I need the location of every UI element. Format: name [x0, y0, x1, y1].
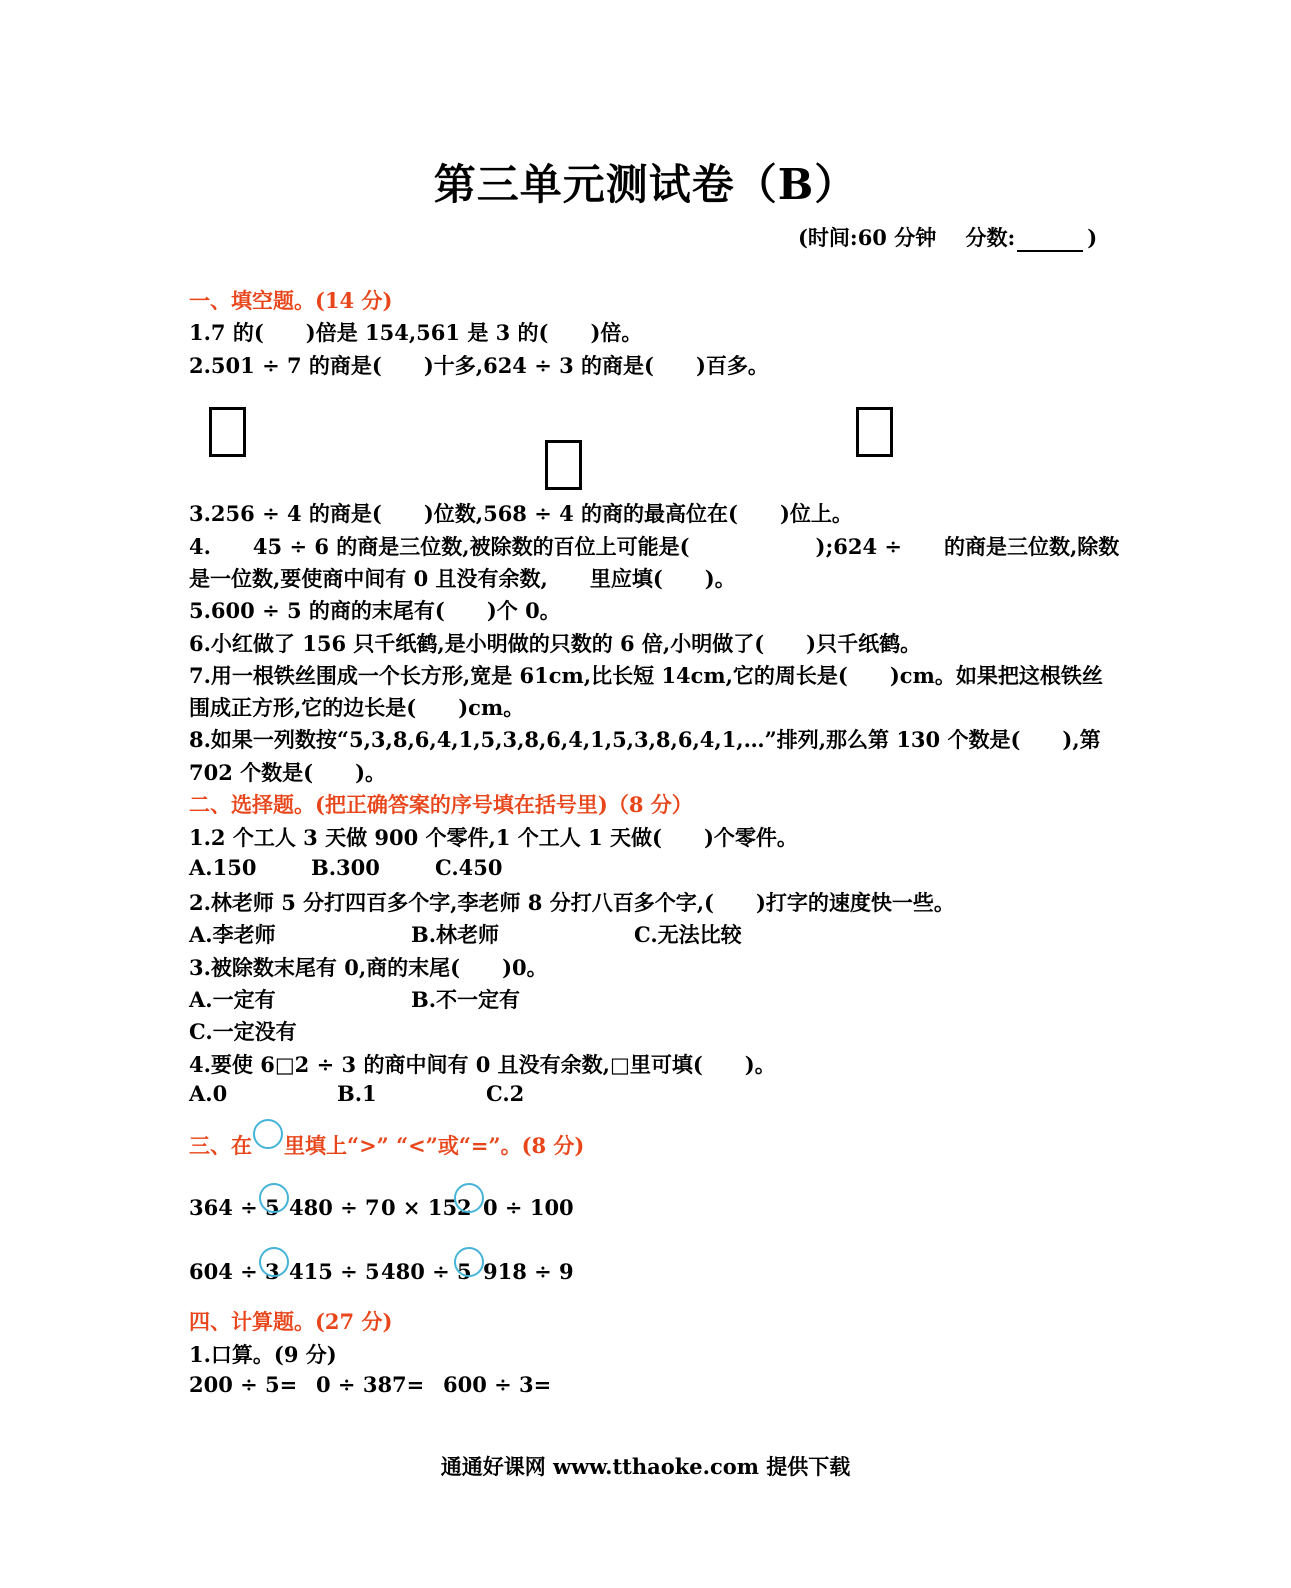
compare-circle-1[interactable] [259, 1183, 289, 1213]
fill-q8-line1: 8.如果一列数按“5,3,8,6,4,1,5,3,8,6,4,1,5,3,8,6,4,1,…”排列,那么第 130 个数是( ),第 [189, 727, 1101, 752]
heading-circle-icon [253, 1119, 283, 1149]
calc-sub1-heading: 1.口算。(9 分) [189, 1342, 337, 1367]
meta-close: ) [1087, 225, 1098, 250]
choice-q2: 2.林老师 5 分打四百多个字,李老师 8 分打八百多个字,( )打字的速度快一些。 [189, 890, 955, 915]
score-label: 分数: [965, 225, 1016, 250]
compare-circle-3[interactable] [259, 1247, 289, 1277]
fill-q7-line1: 7.用一根铁丝围成一个长方形,宽是 61cm,比长短 14cm,它的周长是( )cm。如果把这根铁丝 [189, 663, 1103, 688]
compare-heading-pre: 三、在 [189, 1133, 252, 1158]
empty-box-1 [209, 407, 246, 457]
fill-q6: 6.小红做了 156 只千纸鹤,是小明做的只数的 6 倍,小明做了( )只千纸鹤。 [189, 631, 922, 656]
compare-r2b-left: 480 ÷ 5 [381, 1259, 472, 1284]
section-fill-heading: 一、填空题。(14 分) [189, 288, 393, 313]
fill-q4-line1: 4. 45 ÷ 6 的商是三位数,被除数的百位上可能是( );624 ÷ 的商是三位数,除数 [189, 534, 1120, 559]
compare-r2a-right: 415 ÷ 5 [289, 1259, 380, 1284]
fill-q3: 3.256 ÷ 4 的商是( )位数,568 ÷ 4 的商的最高位在( )位上。 [189, 501, 853, 526]
compare-circle-4[interactable] [454, 1247, 484, 1277]
choice-q4-option-a: A.0 [189, 1081, 228, 1106]
fill-q2: 2.501 ÷ 7 的商是( )十多,624 ÷ 3 的商是( )百多。 [189, 353, 769, 378]
compare-r1b-left: 0 × 152 [381, 1195, 472, 1220]
compare-circle-2[interactable] [454, 1183, 484, 1213]
compare-heading-post: 里填上“>” “<”或“=”。(8 分) [284, 1133, 585, 1158]
time-label: (时间:60 分钟 [798, 225, 937, 250]
choice-q2-option-a: A.李老师 [189, 922, 276, 947]
fill-q7-line2: 围成正方形,它的边长是( )cm。 [189, 695, 525, 720]
choice-q3-option-a: A.一定有 [189, 987, 276, 1012]
footer-source: 通通好课网 www.tthaoke.com 提供下载 [440, 1454, 851, 1479]
choice-q3: 3.被除数末尾有 0,商的末尾( )0。 [189, 955, 548, 980]
fill-q4-line2: 是一位数,要使商中间有 0 且没有余数, 里应填( )。 [189, 566, 736, 591]
compare-r2a-left: 604 ÷ 3 [189, 1259, 280, 1284]
choice-q1-option-b: B.300 [311, 855, 380, 880]
fill-q1: 1.7 的( )倍是 154,561 是 3 的( )倍。 [189, 320, 643, 345]
choice-q2-option-b: B.林老师 [411, 922, 500, 947]
choice-q1-option-c: C.450 [435, 855, 503, 880]
page-title: 第三单元测试卷（B） [433, 160, 858, 209]
choice-q3-option-c: C.一定没有 [189, 1019, 297, 1044]
empty-box-2 [545, 440, 582, 490]
calc-item-3: 600 ÷ 3= [443, 1372, 552, 1397]
fill-q5: 5.600 ÷ 5 的商的末尾有( )个 0。 [189, 598, 561, 623]
calc-item-1: 200 ÷ 5= [189, 1372, 298, 1397]
choice-q1-option-a: A.150 [189, 855, 257, 880]
exam-meta [798, 222, 1097, 252]
section-compare-heading [189, 1130, 584, 1160]
compare-r1a-right: 480 ÷ 7 [289, 1195, 380, 1220]
calc-item-2: 0 ÷ 387= [316, 1372, 425, 1397]
compare-r1a-left: 364 ÷ 5 [189, 1195, 280, 1220]
choice-q4-option-c: C.2 [486, 1081, 525, 1106]
compare-r1b-right: 0 ÷ 100 [483, 1195, 574, 1220]
section-calc-heading: 四、计算题。(27 分) [189, 1309, 393, 1334]
choice-q4: 4.要使 6□2 ÷ 3 的商中间有 0 且没有余数,□里可填( )。 [189, 1052, 776, 1077]
choice-q1: 1.2 个工人 3 天做 900 个零件,1 个工人 1 天做( )个零件。 [189, 825, 798, 850]
section-choice-heading: 二、选择题。(把正确答案的序号填在括号里)（8 分） [189, 792, 693, 817]
score-blank[interactable] [1017, 228, 1083, 252]
fill-q8-line2: 702 个数是( )。 [189, 760, 387, 785]
choice-q3-option-b: B.不一定有 [411, 987, 521, 1012]
choice-q2-option-c: C.无法比较 [634, 922, 742, 947]
choice-q4-option-b: B.1 [337, 1081, 377, 1106]
empty-box-3 [856, 407, 893, 457]
compare-r2b-right: 918 ÷ 9 [483, 1259, 574, 1284]
